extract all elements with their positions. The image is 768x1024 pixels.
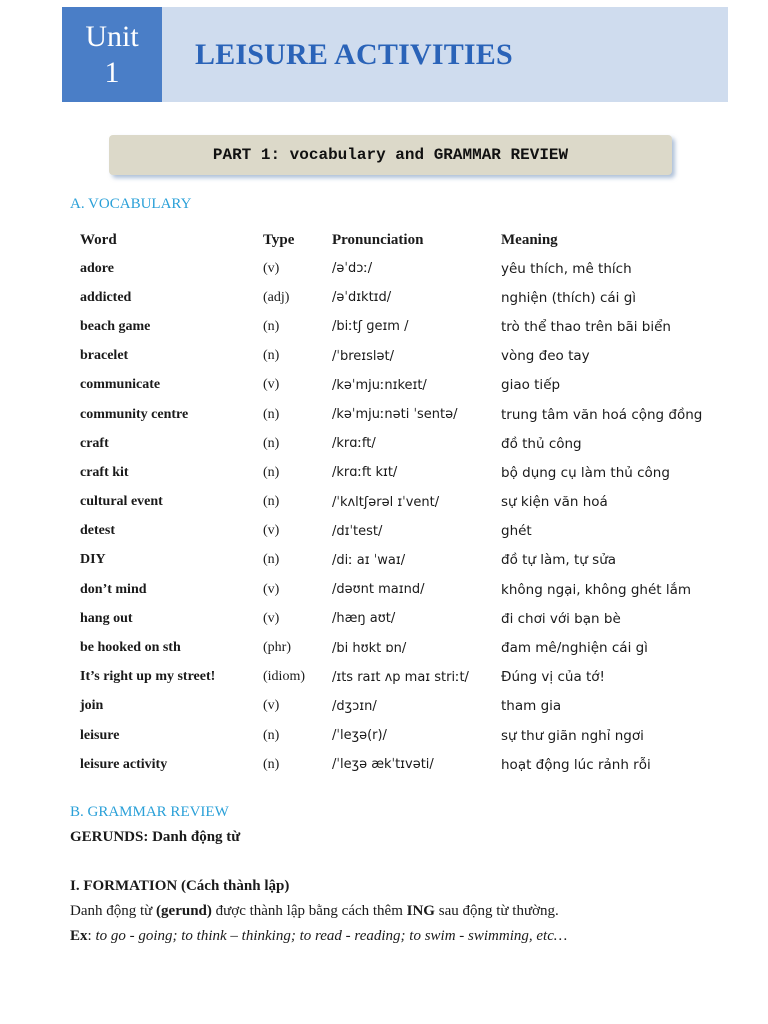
table-row: [72, 721, 710, 750]
vocab-meaning: sự thư giãn nghỉ ngơi: [501, 727, 644, 744]
formation-text-part: Danh động từ: [70, 903, 157, 919]
vocab-pronunciation: /krɑːft kɪt/: [332, 465, 398, 481]
column-header-word: Word: [80, 231, 117, 248]
vocab-word: cultural event: [80, 494, 163, 510]
table-header-row: [72, 226, 710, 254]
formation-heading: I. FORMATION (Cách thành lập): [70, 878, 290, 894]
vocab-word: craft: [80, 435, 109, 451]
example-colon: :: [87, 928, 96, 944]
unit-header: [62, 7, 728, 102]
vocab-word: community centre: [80, 406, 189, 422]
vocab-meaning: trung tâm văn hoá cộng đồng: [501, 406, 703, 423]
formation-text-part: sau động từ thường.: [434, 903, 559, 919]
table-row: [72, 633, 710, 662]
vocab-word: DIY: [80, 552, 106, 568]
unit-title: LEISURE ACTIVITIES: [195, 37, 513, 71]
vocab-pronunciation: /krɑːft/: [332, 436, 376, 452]
vocab-type: (n): [263, 435, 280, 451]
vocab-meaning: vòng đeo tay: [501, 348, 590, 365]
table-row: [72, 604, 710, 633]
vocab-pronunciation: /hæŋ aʊt/: [332, 611, 396, 627]
vocab-type: (n): [263, 464, 280, 480]
vocab-pronunciation: /ˈkʌltʃərəl ɪˈvent/: [332, 494, 440, 510]
vocab-pronunciation: /dəʊnt maɪnd/: [332, 582, 425, 598]
vocab-type: (v): [263, 581, 280, 597]
vocab-pronunciation: /dɪˈtest/: [332, 523, 383, 539]
vocab-meaning: nghiện (thích) cái gì: [501, 289, 637, 306]
vocab-meaning: bộ dụng cụ làm thủ công: [501, 464, 670, 481]
table-row: [72, 750, 710, 779]
vocab-type: (v): [263, 698, 280, 714]
vocab-pronunciation: /əˈdɪktɪd/: [332, 290, 392, 306]
vocab-meaning: yêu thích, mê thích: [501, 260, 632, 277]
table-row: [72, 517, 710, 546]
vocab-meaning: đồ thủ công: [501, 435, 582, 452]
vocab-word: hang out: [80, 610, 133, 626]
vocab-type: (v): [263, 610, 280, 626]
column-header-pronunciation: Pronunciation: [332, 231, 424, 248]
table-row: [72, 458, 710, 487]
table-row: [72, 254, 710, 283]
vocabulary-table: [72, 226, 710, 779]
vocab-word: craft kit: [80, 464, 129, 480]
vocab-word: bracelet: [80, 348, 129, 364]
unit-label: Unit: [85, 19, 139, 53]
vocab-type: (n): [263, 727, 280, 743]
vocabulary-rows: [72, 254, 710, 779]
table-row: [72, 575, 710, 604]
formation-text: [70, 903, 559, 920]
vocab-word: communicate: [80, 377, 161, 393]
vocab-pronunciation: /dʒɔɪn/: [332, 698, 377, 714]
vocab-word: detest: [80, 523, 115, 539]
vocab-pronunciation: /ˈleʒə(r)/: [332, 728, 387, 744]
unit-number: 1: [104, 55, 120, 89]
vocab-word: be hooked on sth: [80, 640, 181, 656]
part-banner: PART 1: vocabulary and GRAMMAR REVIEW: [109, 135, 672, 175]
table-row: [72, 546, 710, 575]
vocab-type: (v): [263, 523, 280, 539]
example-text: to go - going; to think – thinking; to read - reading; to swim - swimming, etc…: [95, 928, 568, 944]
table-row: [72, 342, 710, 371]
gerunds-line: GERUNDS: Danh động từ: [70, 829, 241, 845]
vocab-meaning: trò thể thao trên bãi biển: [501, 318, 671, 335]
vocab-type: (n): [263, 406, 280, 422]
table-row: [72, 663, 710, 692]
vocab-word: addicted: [80, 289, 132, 305]
vocab-word: don’t mind: [80, 581, 147, 597]
table-row: [72, 371, 710, 400]
vocab-word: beach game: [80, 318, 151, 334]
table-row: [72, 312, 710, 341]
vocab-type: (v): [263, 260, 280, 276]
vocab-type: (n): [263, 318, 280, 334]
example-label: Ex: [70, 928, 88, 944]
vocab-meaning: giao tiếp: [501, 377, 561, 394]
vocab-type: (phr): [263, 640, 291, 656]
vocab-type: (idiom): [263, 669, 305, 685]
vocab-pronunciation: /ˈleʒə ækˈtɪvəti/: [332, 757, 434, 773]
vocab-type: (adj): [263, 289, 290, 305]
unit-number-box: [62, 7, 162, 102]
formation-text-part: được thành lập bằng cách thêm: [211, 903, 407, 919]
vocab-type: (n): [263, 348, 280, 364]
vocab-type: (n): [263, 552, 280, 568]
vocab-meaning: tham gia: [501, 698, 562, 715]
vocab-pronunciation: /ˈbreɪslət/: [332, 348, 394, 364]
formation-bold-gerund: (gerund): [156, 903, 212, 919]
vocab-pronunciation: /biːtʃ ɡeɪm /: [332, 319, 409, 335]
vocab-word: leisure: [80, 727, 120, 743]
vocab-pronunciation: /kəˈmjuːnɪkeɪt/: [332, 377, 427, 393]
column-header-meaning: Meaning: [501, 231, 558, 248]
vocab-word: leisure activity: [80, 756, 168, 772]
table-row: [72, 400, 710, 429]
vocab-type: (n): [263, 494, 280, 510]
vocab-pronunciation: /əˈdɔː/: [332, 261, 373, 277]
example-line: [70, 928, 567, 945]
vocab-pronunciation: /bi hʊkt ɒn/: [332, 640, 407, 656]
grammar-heading: B. GRAMMAR REVIEW: [70, 804, 229, 820]
table-row: [72, 429, 710, 458]
vocab-word: join: [80, 698, 104, 714]
vocab-meaning: Đúng vị của tớ!: [501, 669, 605, 686]
vocab-type: (v): [263, 377, 280, 393]
table-row: [72, 692, 710, 721]
table-row: [72, 488, 710, 517]
vocab-word: It’s right up my street!: [80, 669, 216, 685]
vocab-meaning: sự kiện văn hoá: [501, 494, 608, 511]
vocabulary-heading: A. VOCABULARY: [70, 196, 192, 212]
vocab-pronunciation: /ɪts raɪt ʌp maɪ striːt/: [332, 669, 469, 685]
vocab-meaning: hoạt động lúc rảnh rỗi: [501, 756, 651, 773]
vocab-type: (n): [263, 756, 280, 772]
vocab-pronunciation: /kəˈmjuːnəti ˈsentə/: [332, 407, 458, 423]
vocab-meaning: đồ tự làm, tự sửa: [501, 552, 617, 569]
vocab-meaning: đam mê/nghiện cái gì: [501, 640, 648, 657]
vocab-meaning: không ngại, không ghét lắm: [501, 581, 692, 598]
formation-bold-ing: ING: [406, 903, 435, 919]
vocab-meaning: đi chơi với bạn bè: [501, 610, 621, 627]
vocab-meaning: ghét: [501, 523, 532, 540]
vocab-pronunciation: /diː aɪ ˈwaɪ/: [332, 552, 406, 568]
table-row: [72, 283, 710, 312]
vocab-word: adore: [80, 260, 114, 276]
column-header-type: Type: [263, 231, 295, 248]
